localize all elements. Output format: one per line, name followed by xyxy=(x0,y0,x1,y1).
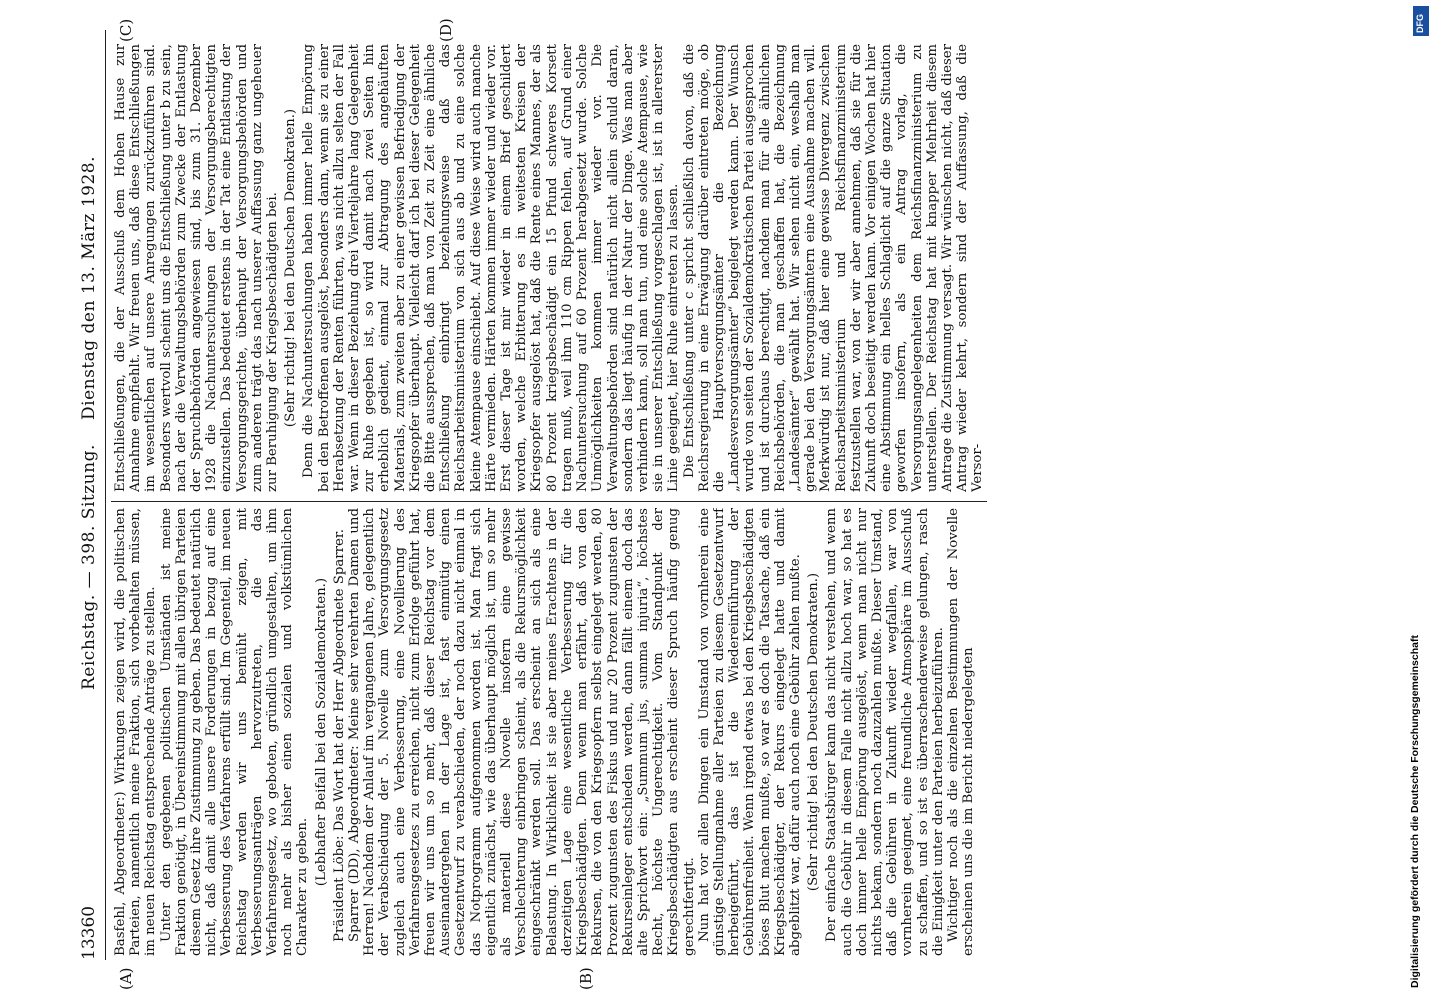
paragraph: Sparrer (DD), Abgeordneter: Meine sehr verehrten Damen und Herren! Nachdem der Anlauf im vergangenen Jahre, gelegentlich der Verabschiedung der 5. Novelle zum Versorgungsgesetz zugleich auch eine Verbesserung, eine Novellierung des Verfahrensgesetzes zu erreichen, nicht zum Erfolge geführt hat, freuen wir uns um so mehr, daß dieser Reichstag vor dem Auseinandergehen in der Lage ist, fast einmütig einen Gesetzentwurf zu verabschieden, der noch dazu nicht einmal in das Notprogramm aufgenommen worden ist. Man fragt sich eigentlich zunächst, wie das überhaupt möglich ist, um so mehr als materiell diese Novelle insofern eine gewisse Verschlechterung einbringen scheint, als die Rekursmöglichkeit eingeschränkt werden soll. Das erscheint an sich als eine Belastung. In Wirklichkeit ist sie aber meines Erachtens in der derzeitigen Lage eine wesentliche Verbesserung für die Kriegsbeschädigten. Denn wenn man erfährt, daß von den Rekursen, die von den Kriegsopfern selbst eingelegt werden, 80 Prozent zugunsten des Fiskus und nur 20 Prozent zugunsten der Rekurseinleger entschieden werden, dann fällt einem doch das alte Sprichwort ein: „Summum jus, summa injuria“, höchstes Recht, höchste Ungerechtigkeit. Vom Standpunkt der Kriegsbeschädigten aus erscheint dieser Spruch häufig genug gerechtfertigt. xyxy=(347,508,697,956)
left-column xyxy=(113,508,985,956)
session-date: Dienstag den 13. März 1928. xyxy=(79,156,99,420)
margin-marker-c: (C) xyxy=(117,18,135,42)
interjection-note: (Sehr richtig! bei den Deutschen Demokraten.) xyxy=(806,572,822,892)
paragraph: Unter den gegebenen politischen Umständen ist meine Fraktion genötigt, in Übereinstimmung mit allen übrigen Parteien diesem Gesetz ihre Zustimmung zu geben. Das bedeutet natürlich nicht, daß damit alle unsere Forderungen in bezug auf eine Verbesserung des Verfahrens erfüllt sind. Im Gegenteil, im neuen Reichstag werden wir uns bemüht zeigen, mit Verbesserungsanträgen hervorzutreten, die das Verfahrensgesetz, wo geboten, gründlich umgestalten, um ihm noch mehr als bisher einen sozialen und volkstümlichen Charakter zu geben. xyxy=(158,508,311,956)
rotated-page xyxy=(77,18,1087,990)
column-divider xyxy=(111,501,987,502)
digitization-credit xyxy=(1404,8,1430,993)
paragraph: Entschließungen, die der Ausschuß dem Hohen Hause zur Annahme empfiehlt. Wir freuen uns, daß diese Entschließungen im wesentlichen auf unsere Anregungen zurückzuführen sind. Besonders wertvoll scheint uns die Entschließung unter b zu sein, nach der die Verwaltungsbehörden zum Zwecke der Entlastung der Spruchbehörden angewiesen sind, bis zum 31. Dezember 1928 die Nachuntersuchungen der Versorgungsberechtigten einzustellen. Das bedeutet erstens in der Tat eine Entlastung der Versorgungsgerichte, überhaupt der Versorgungsbehörden und zum anderen trägt das nach unserer Auffassung ganz ungeheuer zur Beruhigung der Kriegsbeschädigten bei. xyxy=(113,44,281,492)
paragraph: Der einfache Staatsbürger kann das nicht verstehen, und wenn auch die Gebühr in diesem Falle nicht allzu hoch war, so hat es doch immer helle Empörung ausgelöst, wenn man nicht nur nichts bekam, sondern noch dazuzahlen mußte. Dieser Umstand, daß die Gebühren in Zukunft wieder wegfallen, war von vornherein geeignet, eine freundliche Atmosphäre im Ausschuß zu schaffen, und so ist es überraschenderweise gelungen, rasch die Einigkeit unter den Parteien herbeizuführen. xyxy=(824,508,946,956)
applause-note: (Lebhafter Beifall bei den Sozialdemokraten.) xyxy=(313,577,329,887)
margin-marker-b: (B) xyxy=(577,967,595,990)
paragraph: Die Entschließung unter c spricht schließlich davon, daß die Reichsregierung in eine Erwägung darüber eintreten möge, ob die Hauptversorgungsämter die Bezeichnung „Landesversorgungsämter“ beigelegt werden kann. Der Wunsch wurde von seiten der Sozialdemokratischen Partei ausgesprochen und ist durchaus berechtigt, nachdem man für alle ähnlichen Reichsbehörden, die man geschaffen hat, die Bezeichnung „Landesämter“ gewählt hat. Wir sehen nicht ein, weshalb man gerade bei den Versorgungsämtern eine Ausnahme machen will. Merkwürdig ist nur, daß hier eine gewisse Divergenz zwischen Reichsarbeitsministerium und Reichsfinanzministerium festzustellen war, von der wir aber annehmen, daß sie für die Zukunft doch beseitigt werden kann. Vor einigen Wochen hat hier eine Abstimmung ein helles Schlaglicht auf die ganze Situation geworfen insofern, als ein Antrag vorlag, die Versorgungsangelegenheiten dem Reichsfinanzministerium zu unterstellen. Der Reichstag hat mit knapper Mehrheit diesem Antrage die Zustimmung versagt. Wir wünschen nicht, daß dieser Antrag wieder kehrt, sondern sind der Auffassung, daß die Versor- xyxy=(681,44,985,492)
right-column xyxy=(113,44,985,492)
logo-text: DFG xyxy=(1415,14,1425,33)
margin-marker-d: (D) xyxy=(437,18,455,42)
paragraph: Nun hat vor allen Dingen ein Umstand von vornherein eine günstige Stellungnahme aller Parteien zu diesem Gesetzentwurf herbeigeführt, das ist die Wiedereinführung der Gebührenfreiheit. Wenn irgend etwas bei den Kriegsbeschädigten böses Blut machen mußte, so war es doch die Tatsache, daß ein Kriegsbeschädigter, der Rekurs eingelegt hatte und damit abgeblitzt war, dafür auch noch eine Gebühr zahlen mußte. xyxy=(696,508,803,956)
credit-text: Digitalisierung gefördert durch die Deutsche Forschungsgemeinschaft xyxy=(1409,635,1421,988)
page-number: 13360 xyxy=(79,905,99,960)
session-title: Reichstag. — 398. Sitzung. xyxy=(79,444,99,690)
paragraph: Präsident Löbe: Das Wort hat der Herr Abgeordnete Sparrer. xyxy=(331,528,347,942)
paragraph: Wichtiger noch als die einzelnen Bestimmungen der Novelle erscheinen uns die im Bericht niedergelegten xyxy=(945,508,977,956)
margin-marker-a: (A) xyxy=(117,967,135,990)
paragraph: Basfehl, Abgeordneter:) Wirkungen zeigen wird, die politischen Parteien, namentlich meine Fraktion, sich vorbehalten müssen, im neuen Reichstag entsprechende Anträge zu stellen. xyxy=(113,508,159,956)
page-header xyxy=(77,30,106,960)
paragraph: Denn die Nachuntersuchungen haben immer helle Empörung bei den Betroffenen ausgelöst, besonders dann, wenn sie zu einer Herabsetzung der Renten führten, was nicht allzu selten der Fall war. Wenn in dieser Beziehung drei Vierteljahre lang Gelegenheit zur Ruhe gegeben ist, so wird damit nach zwei Seiten hin erheblich gedient, einmal zur Abtragung des angehäuften Materials, zum zweiten aber zu einer gewissen Befriedigung der Kriegsopfer überhaupt. Vielleicht darf ich bei dieser Gelegenheit die Bitte aussprechen, daß man von Zeit zu Zeit eine ähnliche Entschließung einbringt beziehungsweise daß das Reichsarbeitsministerium von sich aus ab und zu eine solche kleine Atempause einschiebt. Auf diese Weise wird auch manche Härte vermieden. Härten kommen immer wieder und wieder vor. Erst dieser Tage ist mir wieder in einem Brief geschildert worden, welche Erbitterung es in weitesten Kreisen der Kriegsopfer ausgelöst hat, daß die Rente eines Mannes, der als 80 Prozent kriegsbeschädigt ein 15 Pfund schweres Korsett tragen muß, weil ihm 110 cm Rippen fehlen, auf Grund einer Nachuntersuchung auf 60 Prozent herabgesetzt wurde. Solche Unmöglichkeiten kommen immer wieder vor. Die Verwaltungsbehörden sind natürlich nicht allein schuld daran, sondern das liegt häufig in der Natur der Dinge. Was man aber verhindern kann, soll man tun, und eine solche Atempause, wie sie in unserer Entschließung vorgeschlagen ist, ist in allererster Linie geeignet, hier Ruhe eintreten zu lassen. xyxy=(301,44,682,492)
dfg-logo-icon xyxy=(1413,6,1429,36)
interjection-note: (Sehr richtig! bei den Deutschen Demokraten.) xyxy=(283,108,299,428)
